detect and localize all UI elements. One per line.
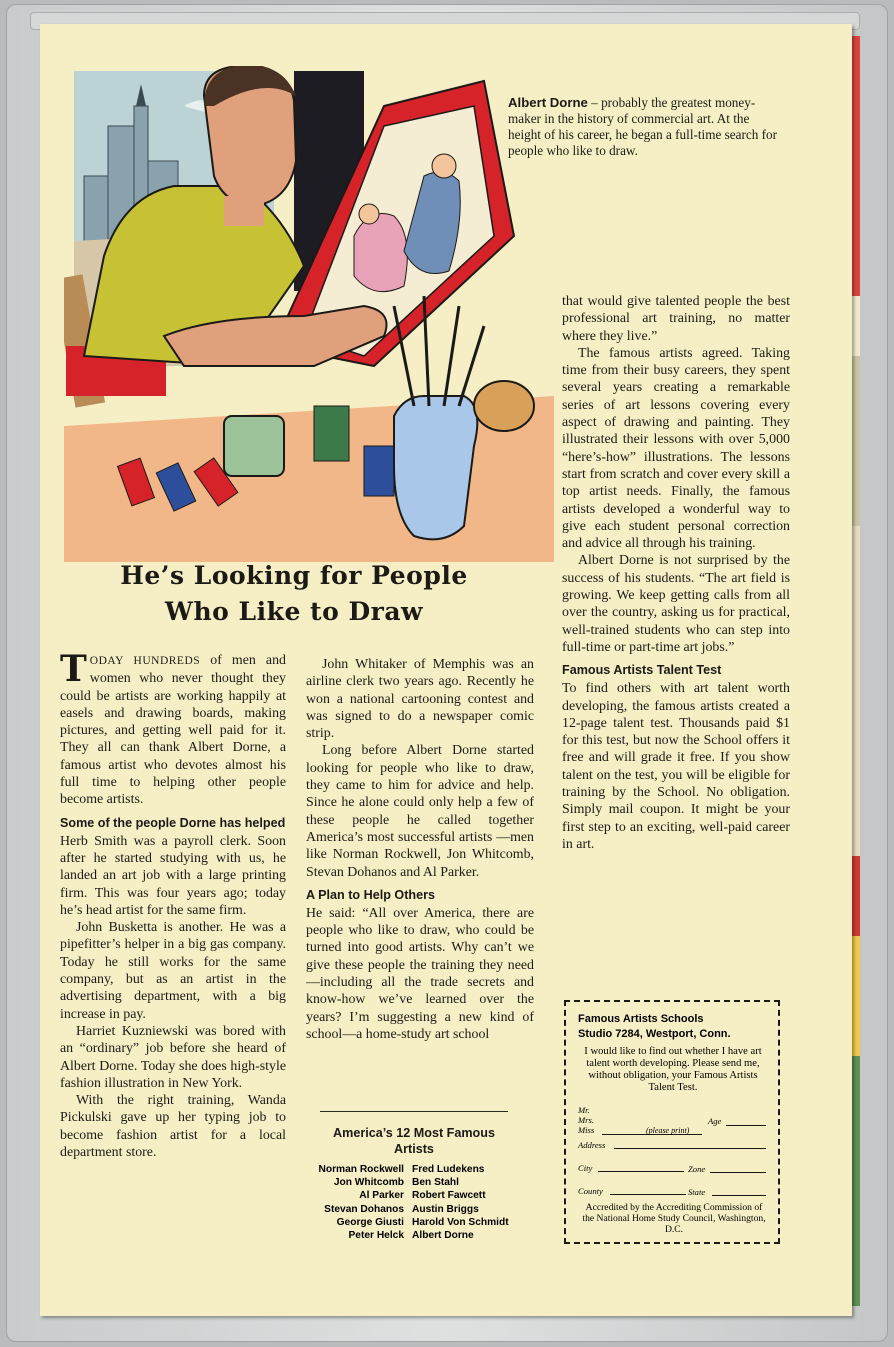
artist-left-5: George Giusti <box>336 1216 404 1228</box>
county-line[interactable] <box>610 1194 686 1195</box>
coupon-mr-label: Mr. <box>578 1105 590 1115</box>
artist-left-3: Al Parker <box>359 1190 404 1202</box>
divider-rule <box>320 1111 508 1112</box>
famous-artists-title: America’s 12 Most Famous Artists <box>333 1126 495 1156</box>
paragraph-he-said: He said: “All over America, there are people who like to draw, who could be turned into good artists. Why can’t we give these people the training they need—including all the trade secrets and know-how we’ve learned over the years? I’m suggesting a new kind of school—a home-study art school <box>306 905 534 1042</box>
artist-left-2: Jon Whitcomb <box>333 1177 404 1189</box>
coupon-request-text: I would like to find out whether I have art talent worth developing. Please send me, without obligation, your Famous Artists Talent Test. <box>584 1046 762 1093</box>
caption-text: – probably the greatest money-maker in the history of commercial art. At the height of his career, he began a full-time search for people who like to draw. <box>508 95 777 158</box>
age-line[interactable] <box>726 1125 766 1126</box>
paragraph-herb-smith: Herb Smith was a payroll clerk. Soon after he started studying with us, he landed an art job with a large printing firm. This was four years ago; today he’s head artist for the same firm. <box>60 833 286 918</box>
paragraph-long-before: Long before Albert Dorne started looking for people who like to draw, they came to him for advice and help. Since he alone could only help a few of these people he called together America’s most successful artists —men like Norman Rockwell, Jon Whitcomb, Stevan Dohanos and Al Parker. <box>306 743 534 880</box>
state-line[interactable] <box>712 1195 766 1196</box>
coupon-county-label: County <box>578 1186 603 1196</box>
paragraph-talent-test: To find others with art talent worth developing, the famous artists created a 12-page talent test. Thousands paid $1 for this test, but now the School offers it free and will grade it free. If you show talent on the test, you will be eligible for training by the School. No obligation. Simply mail coupon. It might be your first step to an exciting, well-paid career in art. <box>562 681 790 852</box>
paragraph-artists-agreed: The famous artists agreed. Taking time from their busy careers, they spent several years creating a remarkable series of art lessons covering every aspect of drawing and painting. They illustrated their lessons with over 5,000 “here’s-how” illustrations. The lessons start from scratch and cover every skill a top artist needs. Finally, the famous artists developed a wonderful way to give each student personal correction and advice all through his training. <box>562 345 790 552</box>
artist-left-4: Stevan Dohanos <box>324 1203 404 1215</box>
paragraph-john-busketta: John Busketta is another. He was a pipefitter’s helper in a big gas company. Today he still works for the same company, but as an artist in the advertising department, with a big increase in pay. <box>60 920 286 1022</box>
coupon-state-label: State <box>688 1187 706 1197</box>
artist-right-1: Fred Ludekens <box>412 1164 485 1175</box>
intro-text: of men and women who never thought they could be artists are working happily at easels and drawing boards, making pictures, and getting well paid for it. They all can thank Albert Dorne, a famous artist who devotes almost his full time to helping other people become artists. <box>60 653 286 808</box>
illustration-caption <box>508 95 778 159</box>
coupon-accreditation: Accredited by the Accrediting Commission of the National Home Study Council, Washington, D.C. <box>582 1202 766 1235</box>
paragraph-harriet-kuzniewski: Harriet Kuzniewski was bored with an “ordinary” job before she heard of Albert Dorne. Today she does high-style fashion illustration in New York. <box>60 1023 286 1091</box>
coupon-city-label: City <box>578 1163 593 1173</box>
coupon-age-label: Age <box>708 1116 722 1126</box>
paragraph-wanda-pickulski: With the right training, Wanda Pickulski gave up her typing job to become fashion artist for a local department store. <box>60 1093 286 1161</box>
coupon-miss-label: Miss <box>578 1125 595 1135</box>
paragraph-not-surprised: Albert Dorne is not surprised by the success of his students. “The art field is growing. We keep getting calls from all over the country, asking us for practical, well-trained students who can step into full-time or part-time art jobs.” <box>562 553 790 655</box>
coupon-please-print: (please print) <box>646 1126 690 1135</box>
artist-right-5: Harold Von Schmidt <box>412 1216 509 1228</box>
headline <box>94 558 494 630</box>
drop-cap: T <box>60 648 87 690</box>
column-3 <box>562 293 790 853</box>
coupon-mrs-label: Mrs. <box>578 1115 594 1125</box>
zone-line[interactable] <box>710 1172 766 1173</box>
mail-coupon <box>564 1000 780 1244</box>
caption-name: Albert Dorne <box>508 95 588 110</box>
artist-right-4: Austin Briggs <box>412 1203 479 1215</box>
heading-plan-to-help: A Plan to Help Others <box>306 887 435 902</box>
intro-small-caps: ODAY HUNDREDS <box>89 655 201 667</box>
coupon-header <box>578 1012 774 1041</box>
artist-left-6: Peter Helck <box>348 1230 404 1241</box>
headline-line-1: He’s Looking for People <box>120 561 468 590</box>
artist-left-1: Norman Rockwell <box>318 1164 404 1175</box>
address-line[interactable] <box>614 1148 766 1149</box>
paragraph-john-whitaker: John Whitaker of Memphis was an airline clerk two years ago. Recently he won a national cartooning contest and was signed to do a newspaper comic strip. <box>306 657 534 742</box>
column-1-intro <box>60 648 286 809</box>
artist-right-6: Albert Dorne <box>412 1230 474 1241</box>
heading-people-helped: Some of the people Dorne has helped <box>60 815 286 830</box>
heading-talent-test: Famous Artists Talent Test <box>562 663 722 678</box>
city-line[interactable] <box>598 1171 684 1172</box>
column-2 <box>306 656 534 1043</box>
albert-dorne-illustration <box>64 66 554 562</box>
coupon-studio-address: Studio 7284, Westport, Conn. <box>578 1027 731 1040</box>
coupon-school-name: Famous Artists Schools <box>578 1013 704 1025</box>
headline-line-2: Who Like to Draw <box>164 597 424 626</box>
artist-right-2: Ben Stahl <box>412 1177 459 1189</box>
column-1 <box>60 648 286 1161</box>
paragraph-talented-people: that would give talented people the best professional art training, no matter where they live.” <box>562 294 790 344</box>
artist-right-3: Robert Fawcett <box>412 1190 486 1202</box>
coupon-zone-label: Zone <box>688 1164 706 1174</box>
coupon-address-label: Address <box>578 1140 606 1150</box>
